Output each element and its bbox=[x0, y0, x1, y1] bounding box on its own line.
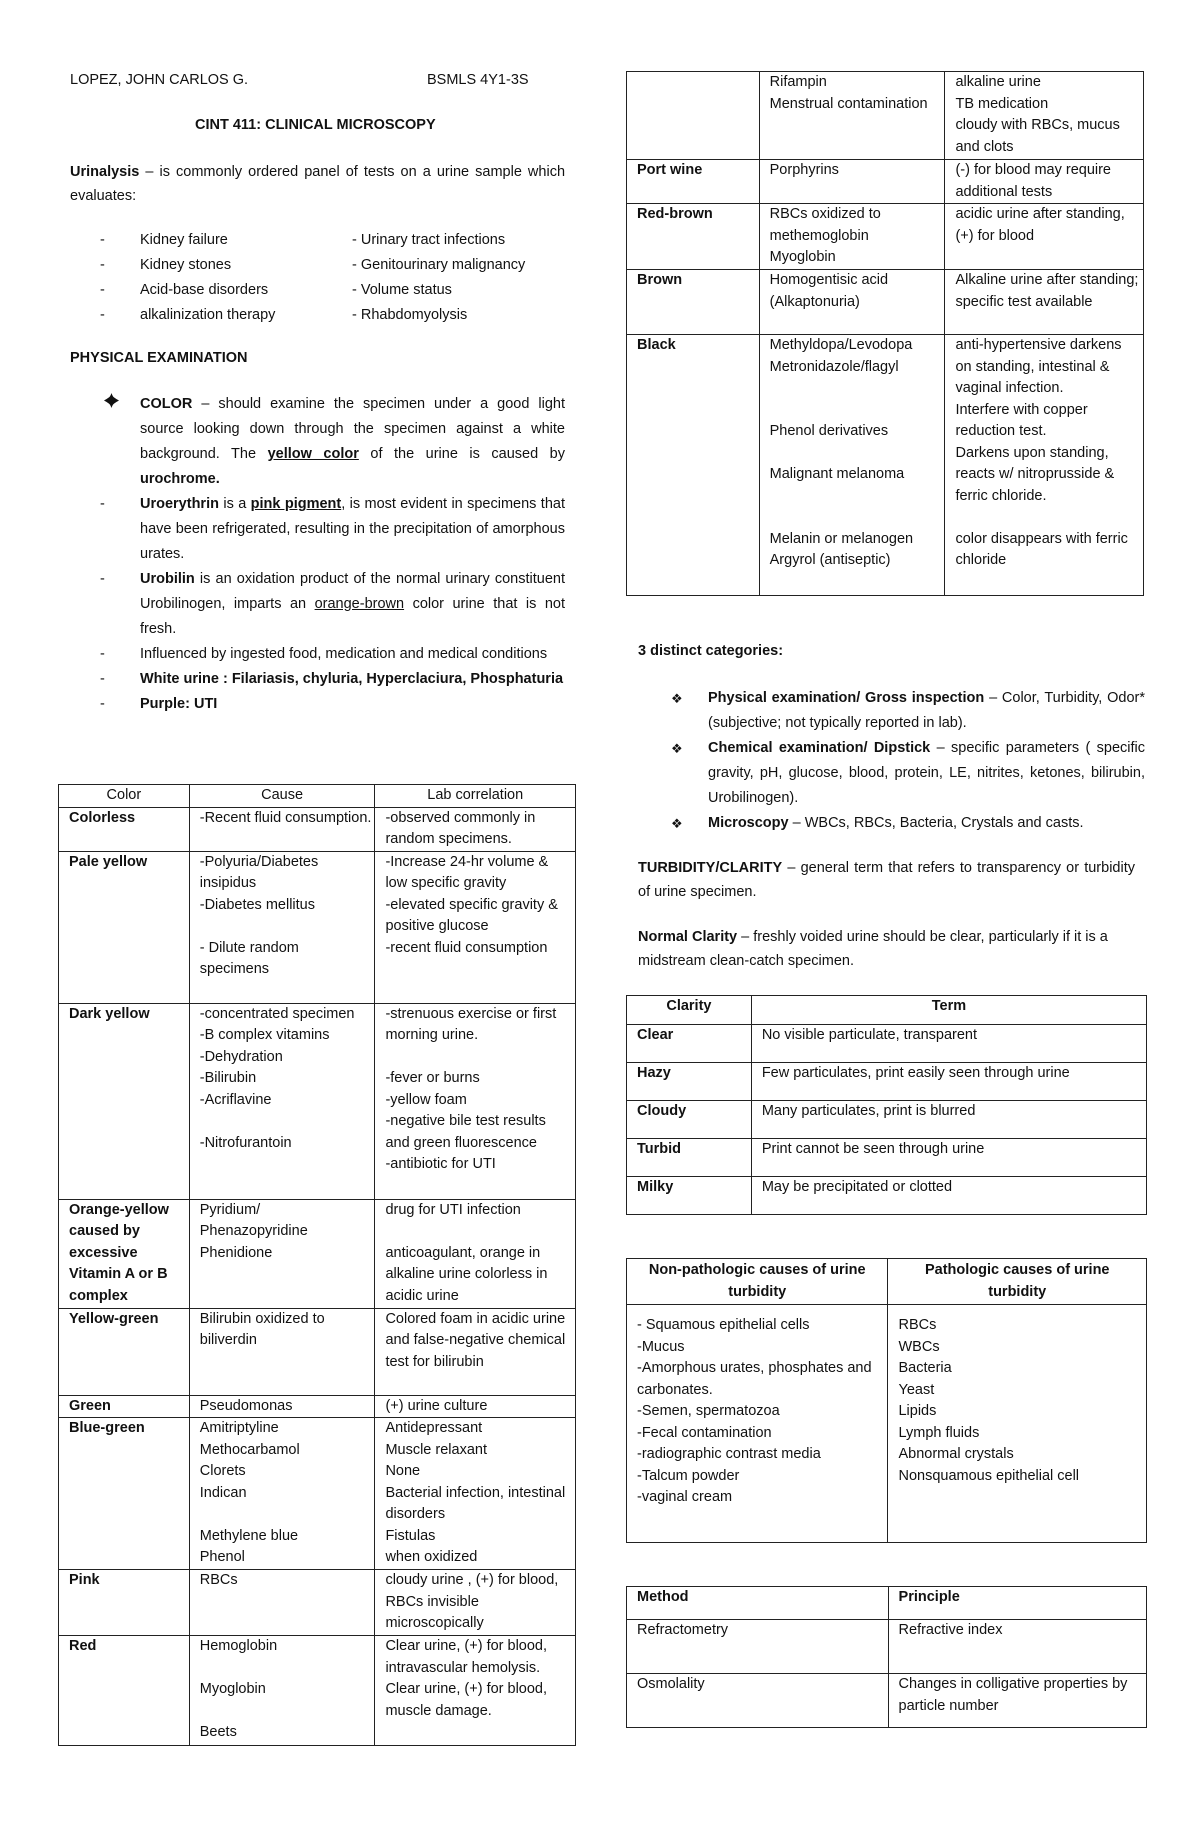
table-row bbox=[627, 1305, 1147, 1543]
lab-cell: Antidepressant Muscle relaxant None Bacterial infection, intestinal disorders Fistulas when oxidized bbox=[375, 1418, 576, 1570]
lab-cell: Alkaline urine after standing; specific test available bbox=[945, 270, 1144, 335]
table-row bbox=[627, 270, 1144, 335]
color-cell: Dark yellow bbox=[59, 1003, 190, 1199]
diamond-bullet-icon: ❖ bbox=[671, 741, 683, 756]
table-row bbox=[59, 1308, 576, 1395]
cause-cell: Pyridium/ Phenazopyridine Phenidione bbox=[189, 1199, 375, 1308]
non-pathologic-causes: - Squamous epithelial cells -Mucus -Amorphous urates, phosphates and carbonates. -Semen, spermatozoa -Fecal contamination -radiographic contrast media -Talcum powder -vaginal cream bbox=[627, 1305, 888, 1543]
table-row: Milky May be precipitated or clotted bbox=[627, 1177, 1147, 1215]
lab-cell: Clear urine, (+) for blood, intravascular hemolysis. Clear urine, (+) for blood, muscle damage. bbox=[375, 1636, 576, 1746]
table-row: Cloudy Many particulates, print is blurred bbox=[627, 1101, 1147, 1139]
column-header: Clarity bbox=[627, 996, 752, 1025]
urinalysis-definition: – is commonly ordered panel of tests on a urine sample which evaluates: bbox=[70, 164, 566, 204]
list-item: - Rhabdomyolysis bbox=[352, 307, 468, 323]
lab-cell: drug for UTI infection anticoagulant, orange in alkaline urine colorless in acidic urine bbox=[375, 1199, 576, 1308]
table-row: Clear No visible particulate, transparent bbox=[627, 1025, 1147, 1063]
color-cell: Red-brown bbox=[627, 204, 760, 270]
color-table-continued bbox=[626, 71, 1144, 596]
color-cell: Colorless bbox=[59, 807, 190, 851]
lab-cell: anti-hypertensive darkens on standing, intestinal & vaginal infection. Interfere with copper reduction test. Darkens upon standing, reacts w/ nitroprusside & ferric chloride. color disappears with ferric chloride bbox=[945, 335, 1144, 596]
table-row bbox=[59, 807, 576, 851]
urinalysis-intro bbox=[70, 160, 565, 208]
color-cell: Port wine bbox=[627, 160, 760, 204]
list-item: - Kidney failure bbox=[100, 232, 228, 248]
table-header-row bbox=[627, 1587, 1147, 1620]
table-row bbox=[627, 160, 1144, 204]
turbidity-causes-table bbox=[626, 1258, 1147, 1543]
cause-cell: Methyldopa/Levodopa Metronidazole/flagyl Phenol derivatives Malignant melanoma Melanin or melanogen Argyrol (antiseptic) bbox=[759, 335, 945, 596]
table-row: Osmolality Changes in colligative properties by particle number bbox=[627, 1674, 1147, 1728]
color-table bbox=[58, 784, 576, 1746]
evaluates-right-list bbox=[352, 228, 572, 328]
list-item: - Urinary tract infections bbox=[352, 232, 506, 248]
cause-cell: Rifampin Menstrual contamination bbox=[759, 72, 945, 160]
table-header-row bbox=[59, 785, 576, 808]
list-item: ❖ Physical examination/ Gross inspection – Color, Turbidity, Odor* (subjective; not typically reported in lab). bbox=[708, 686, 1145, 736]
color-cell: Brown bbox=[627, 270, 760, 335]
table-header-row bbox=[627, 996, 1147, 1025]
categories-heading: 3 distinct categories: bbox=[638, 643, 784, 659]
table-row: Hazy Few particulates, print easily seen through urine bbox=[627, 1063, 1147, 1101]
column-header: Cause bbox=[189, 785, 375, 808]
color-cell: Black bbox=[627, 335, 760, 596]
list-item-urobilin: - Urobilin is an oxidation product of the normal urinary constituent Urobilinogen, imparts an orange-brown color urine that is not fresh. bbox=[100, 571, 566, 637]
course-title: CINT 411: CLINICAL MICROSCOPY bbox=[195, 117, 436, 133]
column-header: Method bbox=[627, 1587, 889, 1620]
column-header: Color bbox=[59, 785, 190, 808]
table-row bbox=[59, 1199, 576, 1308]
column-header: Non-pathologic causes of urine turbidity bbox=[627, 1259, 888, 1305]
color-cell: Blue-green bbox=[59, 1418, 190, 1570]
list-item: - Genitourinary malignancy bbox=[352, 257, 526, 273]
diamond-bullet-icon: ❖ bbox=[671, 816, 683, 831]
column-header: Lab correlation bbox=[375, 785, 576, 808]
lab-cell: Colored foam in acidic urine and false-negative chemical test for bilirubin bbox=[375, 1308, 576, 1395]
table-row bbox=[59, 1418, 576, 1570]
physical-exam-list bbox=[100, 392, 566, 717]
evaluates-left-list bbox=[100, 228, 340, 328]
lab-cell: alkaline urine TB medication cloudy with RBCs, mucus and clots bbox=[945, 72, 1144, 160]
table-row: Refractometry Refractive index bbox=[627, 1620, 1147, 1674]
cause-cell: -concentrated specimen -B complex vitamins -Dehydration -Bilirubin -Acriflavine -Nitrofurantoin bbox=[189, 1003, 375, 1199]
cause-cell: RBCs oxidized to methemoglobin Myoglobin bbox=[759, 204, 945, 270]
color-cell: Yellow-green bbox=[59, 1308, 190, 1395]
urinalysis-term: Urinalysis bbox=[70, 164, 140, 180]
list-item-white-urine: - White urine : Filariasis, chyluria, Hyperclaciura, Phosphaturia bbox=[100, 671, 564, 687]
color-cell bbox=[627, 72, 760, 160]
color-cell: Pale yellow bbox=[59, 851, 190, 1003]
lab-cell: -Increase 24-hr volume & low specific gravity -elevated specific gravity & positive glucose -recent fluid consumption bbox=[375, 851, 576, 1003]
table-row bbox=[627, 204, 1144, 270]
lab-cell: acidic urine after standing, (+) for blood bbox=[945, 204, 1144, 270]
cross-bullet-icon bbox=[104, 392, 119, 417]
list-item: ❖ Chemical examination/ Dipstick – specific parameters ( specific gravity, pH, glucose, blood, protein, LE, nitrites, ketones, bilirubin, Urobilinogen). bbox=[708, 736, 1145, 811]
turbidity-definition: TURBIDITY/CLARITY – general term that refers to transparency or turbidity of urine specimen. bbox=[638, 860, 1135, 900]
cause-cell: Amitriptyline Methocarbamol Clorets Indican Methylene blue Phenol bbox=[189, 1418, 375, 1570]
color-cell: Red bbox=[59, 1636, 190, 1746]
student-section: BSMLS 4Y1-3S bbox=[427, 72, 529, 88]
table-row bbox=[59, 1003, 576, 1199]
list-item: - Acid-base disorders bbox=[100, 282, 269, 298]
column-header: Principle bbox=[888, 1587, 1146, 1620]
table-row bbox=[59, 1570, 576, 1636]
list-item: - Kidney stones bbox=[100, 257, 232, 273]
table-row bbox=[627, 335, 1144, 596]
list-item: ❖ Microscopy – WBCs, RBCs, Bacteria, Crystals and casts. bbox=[708, 811, 1145, 836]
cause-cell: -Recent fluid consumption. bbox=[189, 807, 375, 851]
lab-cell: cloudy urine , (+) for blood, RBCs invisible microscopically bbox=[375, 1570, 576, 1636]
color-cell: Pink bbox=[59, 1570, 190, 1636]
color-cell: Orange-yellow caused by excessive Vitamin A or B complex bbox=[59, 1199, 190, 1308]
cause-cell: Hemoglobin Myoglobin Beets bbox=[189, 1636, 375, 1746]
list-item-purple-urine: - Purple: UTI bbox=[100, 696, 218, 712]
categories-list bbox=[671, 686, 1146, 836]
cause-cell: RBCs bbox=[189, 1570, 375, 1636]
clarity-table bbox=[626, 995, 1147, 1215]
column-header: Pathologic causes of urine turbidity bbox=[888, 1259, 1147, 1305]
color-cell: Green bbox=[59, 1395, 190, 1418]
table-row bbox=[59, 1636, 576, 1746]
table-row: Turbid Print cannot be seen through urine bbox=[627, 1139, 1147, 1177]
lab-cell: (+) urine culture bbox=[375, 1395, 576, 1418]
student-name: LOPEZ, JOHN CARLOS G. bbox=[70, 72, 249, 88]
normal-clarity-definition: Normal Clarity – freshly voided urine should be clear, particularly if it is a midstream clean-catch specimen. bbox=[638, 929, 1108, 969]
method-table bbox=[626, 1586, 1147, 1728]
list-item: - alkalinization therapy bbox=[100, 307, 276, 323]
list-item-color: COLOR – should examine the specimen under a good light source looking down through the specimen against a white background. The yellow color of the urine is caused by urochrome. bbox=[140, 392, 565, 492]
table-row bbox=[627, 72, 1144, 160]
lab-cell: -observed commonly in random specimens. bbox=[375, 807, 576, 851]
pathologic-causes: RBCs WBCs Bacteria Yeast Lipids Lymph fluids Abnormal crystals Nonsquamous epithelial cell bbox=[888, 1305, 1147, 1543]
table-row bbox=[59, 1395, 576, 1418]
cause-cell: Homogentisic acid (Alkaptonuria) bbox=[759, 270, 945, 335]
lab-cell: -strenuous exercise or first morning urine. -fever or burns -yellow foam -negative bile test results and green fluorescence -antibiotic for UTI bbox=[375, 1003, 576, 1199]
table-row bbox=[59, 851, 576, 1003]
cause-cell: -Polyuria/Diabetes insipidus -Diabetes mellitus - Dilute random specimens bbox=[189, 851, 375, 1003]
cause-cell: Bilirubin oxidized to biliverdin bbox=[189, 1308, 375, 1395]
physical-exam-heading: PHYSICAL EXAMINATION bbox=[70, 350, 248, 366]
list-item-influenced: - Influenced by ingested food, medication and medical conditions bbox=[100, 646, 548, 662]
cause-cell: Pseudomonas bbox=[189, 1395, 375, 1418]
lab-cell: (-) for blood may require additional tests bbox=[945, 160, 1144, 204]
list-item-uroerythrin: - Uroerythrin is a pink pigment, is most evident in specimens that have been refrigerated, resulting in the precipitation of amorphous urates. bbox=[100, 496, 565, 562]
cause-cell: Porphyrins bbox=[759, 160, 945, 204]
list-item: - Volume status bbox=[352, 282, 452, 298]
column-header: Term bbox=[751, 996, 1146, 1025]
table-header-row bbox=[627, 1259, 1147, 1305]
diamond-bullet-icon: ❖ bbox=[671, 691, 683, 706]
